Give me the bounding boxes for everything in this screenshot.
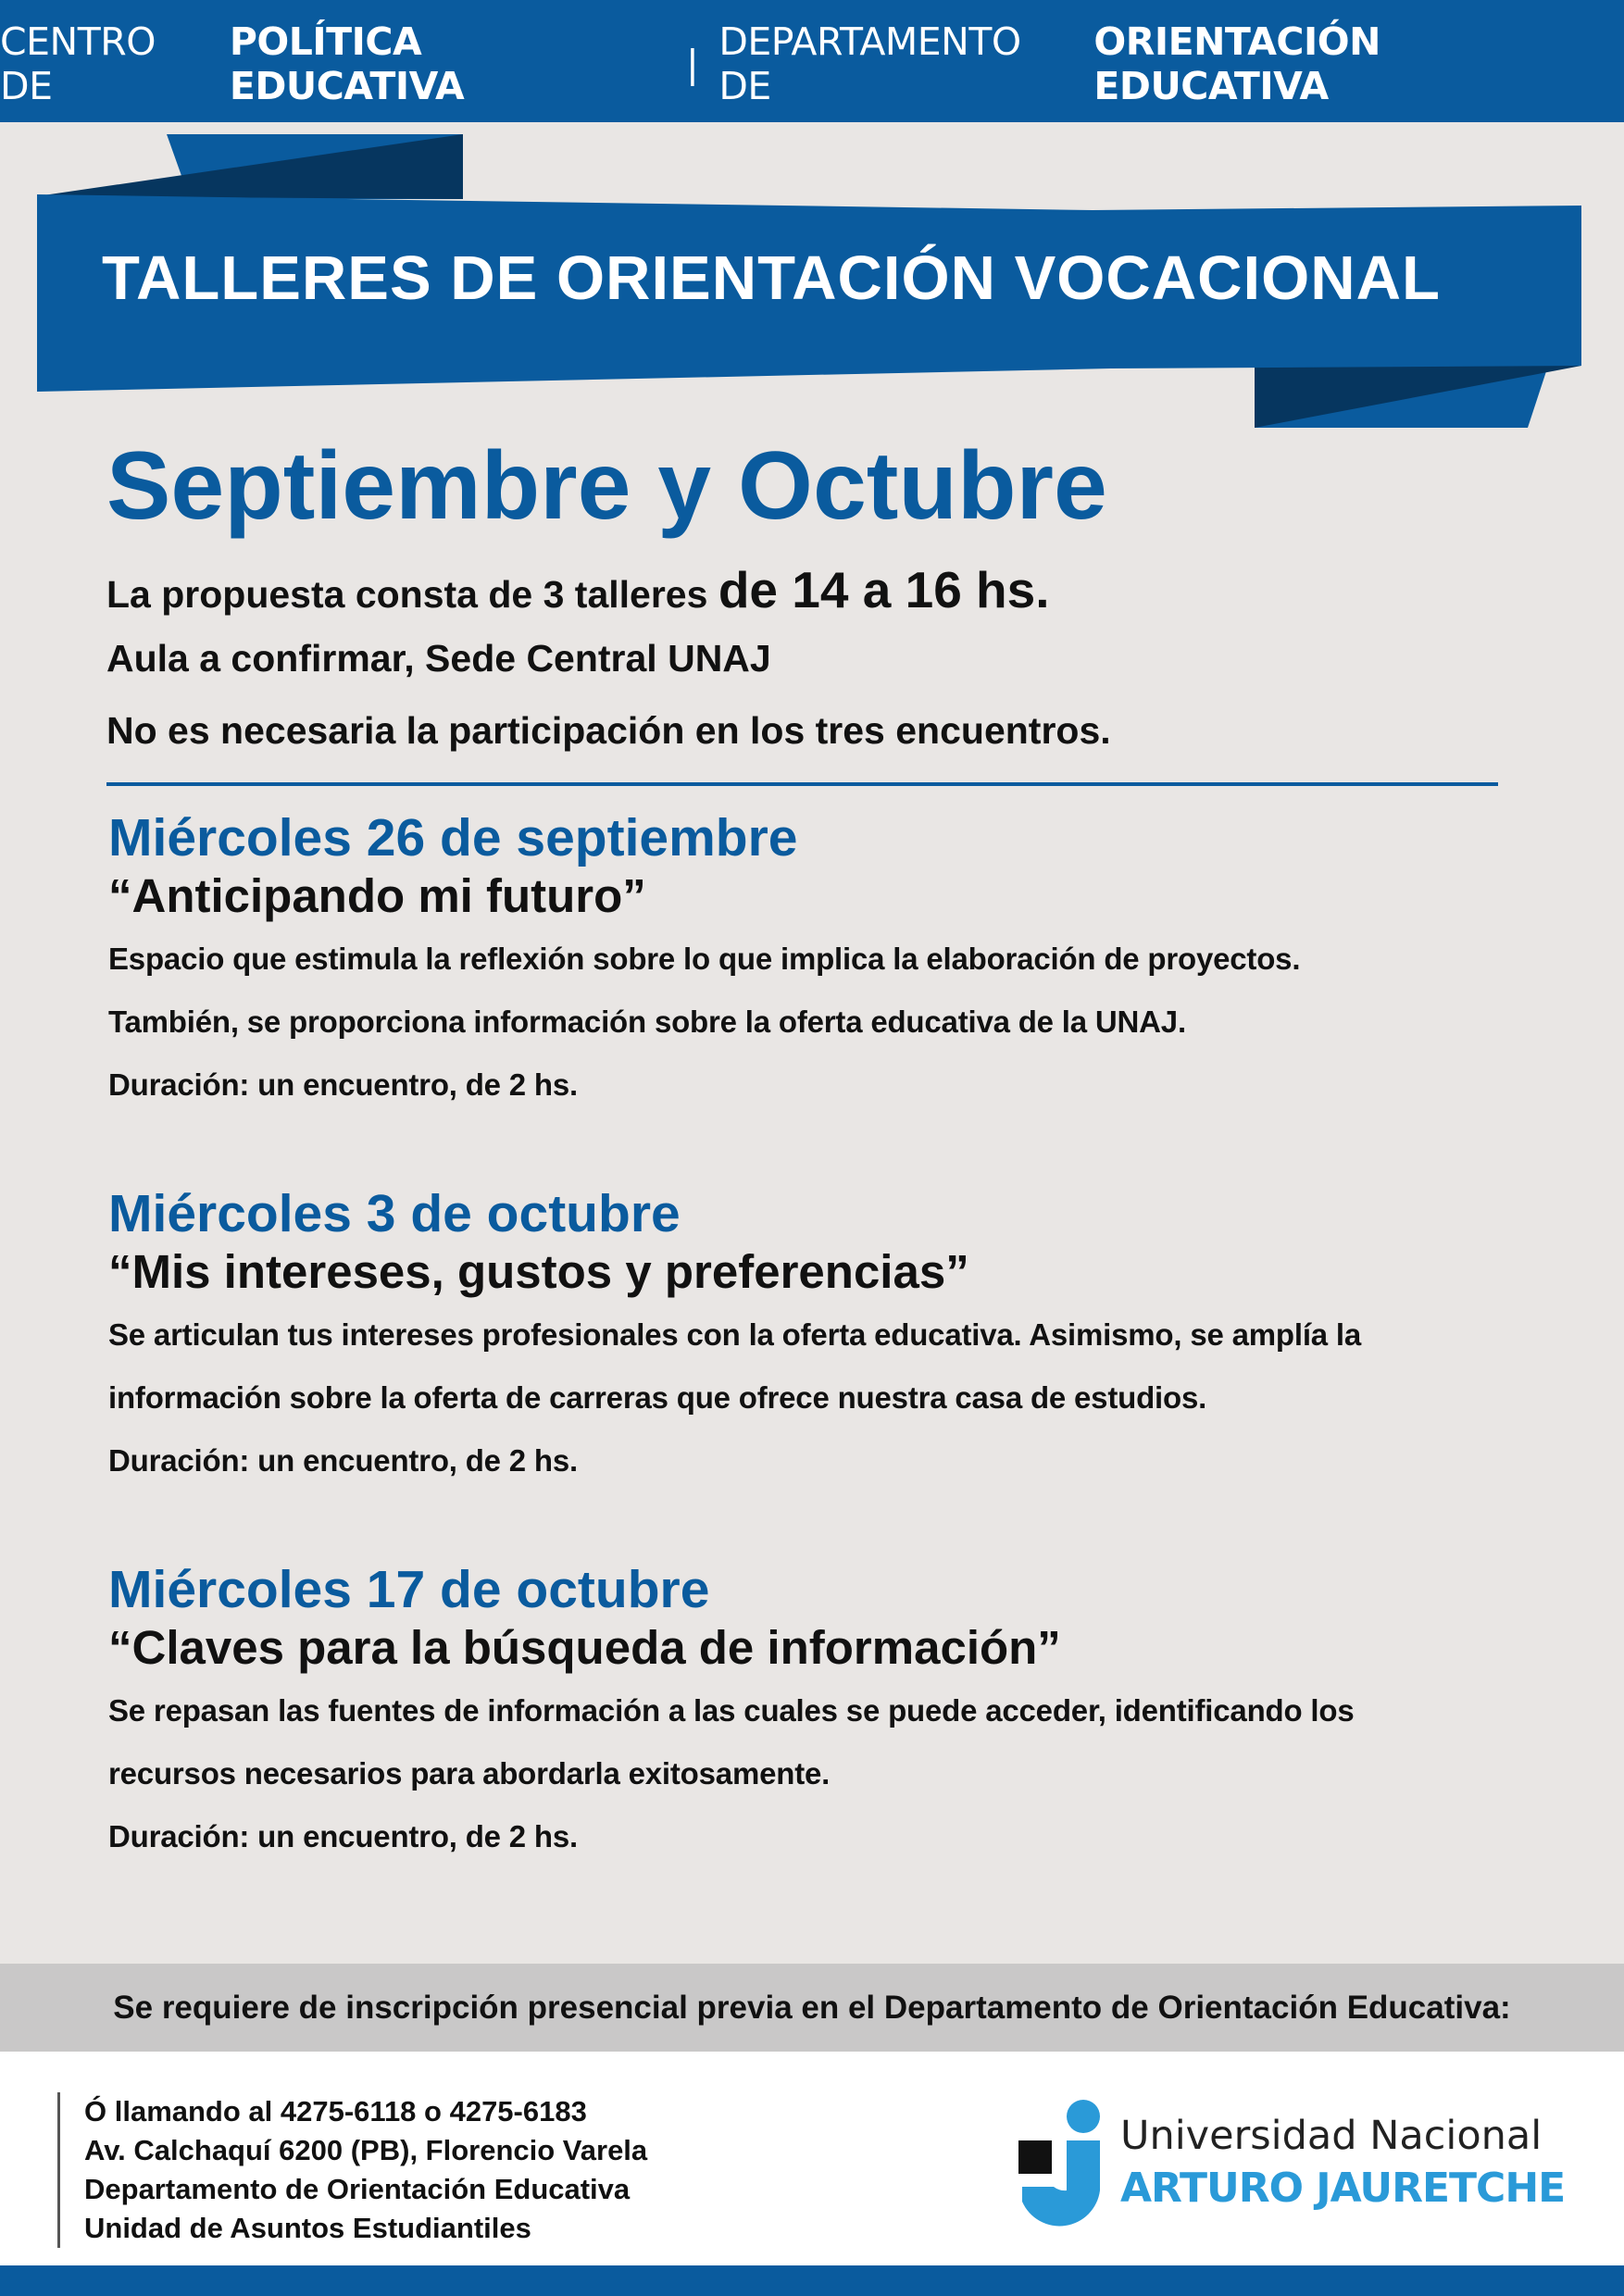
page-title: Septiembre y Octubre [106, 432, 1107, 540]
intro-line-schedule-hours: de 14 a 16 hs. [718, 561, 1050, 618]
contact-unit: Unidad de Asuntos Estudiantiles [84, 2212, 531, 2244]
contact-phone: Ó llamando al 4275-6118 o 4275-6183 [84, 2095, 587, 2128]
session-duration: Duración: un encuentro, de 2 hs. [108, 1067, 579, 1102]
logo-text-line2: ARTURO JAURETCHE [1120, 2165, 1566, 2212]
intro-line-schedule-a: La propuesta consta de 3 talleres [106, 573, 708, 616]
session-duration: Duración: un encuentro, de 2 hs. [108, 1443, 579, 1478]
session-description [108, 1304, 1525, 1492]
header-right-prefix: DEPARTAMENTO DE [718, 19, 1021, 108]
unaj-logo-icon [1018, 2098, 1111, 2237]
session-date: Miércoles 26 de septiembre [108, 808, 798, 867]
session-description [108, 928, 1525, 1117]
session-desc-line: Se repasan las fuentes de información a las cuales se puede acceder, identificando los [108, 1693, 1355, 1728]
session-title: “Anticipando mi futuro” [108, 869, 646, 922]
session-date: Miércoles 17 de octubre [108, 1560, 710, 1619]
intro-line-participation: No es necesaria la participación en los tres encuentros. [106, 709, 1111, 752]
session-description [108, 1679, 1525, 1868]
registration-bar [0, 1964, 1624, 2052]
session-desc-line: Se articulan tus intereses profesionales con la oferta educativa. Asimismo, se amplía la [108, 1317, 1362, 1352]
intro-line-schedule [106, 560, 1050, 619]
divider-rule [106, 782, 1498, 786]
session-desc-line: También, se proporciona información sobre la oferta educativa de la UNAJ. [108, 1004, 1186, 1039]
session-desc-line: información sobre la oferta de carreras que ofrece nuestra casa de estudios. [108, 1380, 1207, 1415]
bottom-bar [0, 2265, 1624, 2296]
session-3 [108, 1559, 1525, 1868]
university-logo [1018, 2098, 1574, 2237]
session-duration: Duración: un encuentro, de 2 hs. [108, 1819, 579, 1853]
session-2 [108, 1183, 1525, 1492]
session-title: “Mis intereses, gustos y preferencias” [108, 1245, 969, 1298]
header-right-bold: ORIENTACIÓN EDUCATIVA [1093, 19, 1380, 108]
logo-text-line1: Universidad Nacional [1120, 2113, 1543, 2159]
registration-text: Se requiere de inscripción presencial previa en el Departamento de Orientación Educativa: [113, 1989, 1511, 2026]
header-separator: | [686, 41, 699, 86]
banner-title: TALLERES DE ORIENTACIÓN VOCACIONAL [102, 243, 1441, 313]
header-left-prefix: CENTRO DE [0, 19, 156, 108]
contact-info [57, 2092, 647, 2248]
session-desc-line: Espacio que estimula la reflexión sobre lo que implica la elaboración de proyectos. [108, 942, 1301, 976]
session-date: Miércoles 3 de octubre [108, 1184, 681, 1243]
footer [0, 2052, 1624, 2265]
session-desc-line: recursos necesarios para abordarla exitosamente. [108, 1756, 831, 1791]
intro-line-location: Aula a confirmar, Sede Central UNAJ [106, 637, 771, 680]
session-title: “Claves para la búsqueda de información” [108, 1621, 1061, 1674]
ribbon-banner [0, 0, 1624, 444]
session-1 [108, 807, 1525, 1117]
contact-address: Av. Calchaquí 6200 (PB), Florencio Varela [84, 2134, 648, 2166]
header-left-bold: POLÍTICA EDUCATIVA [229, 19, 465, 108]
contact-department: Departamento de Orientación Educativa [84, 2173, 631, 2205]
